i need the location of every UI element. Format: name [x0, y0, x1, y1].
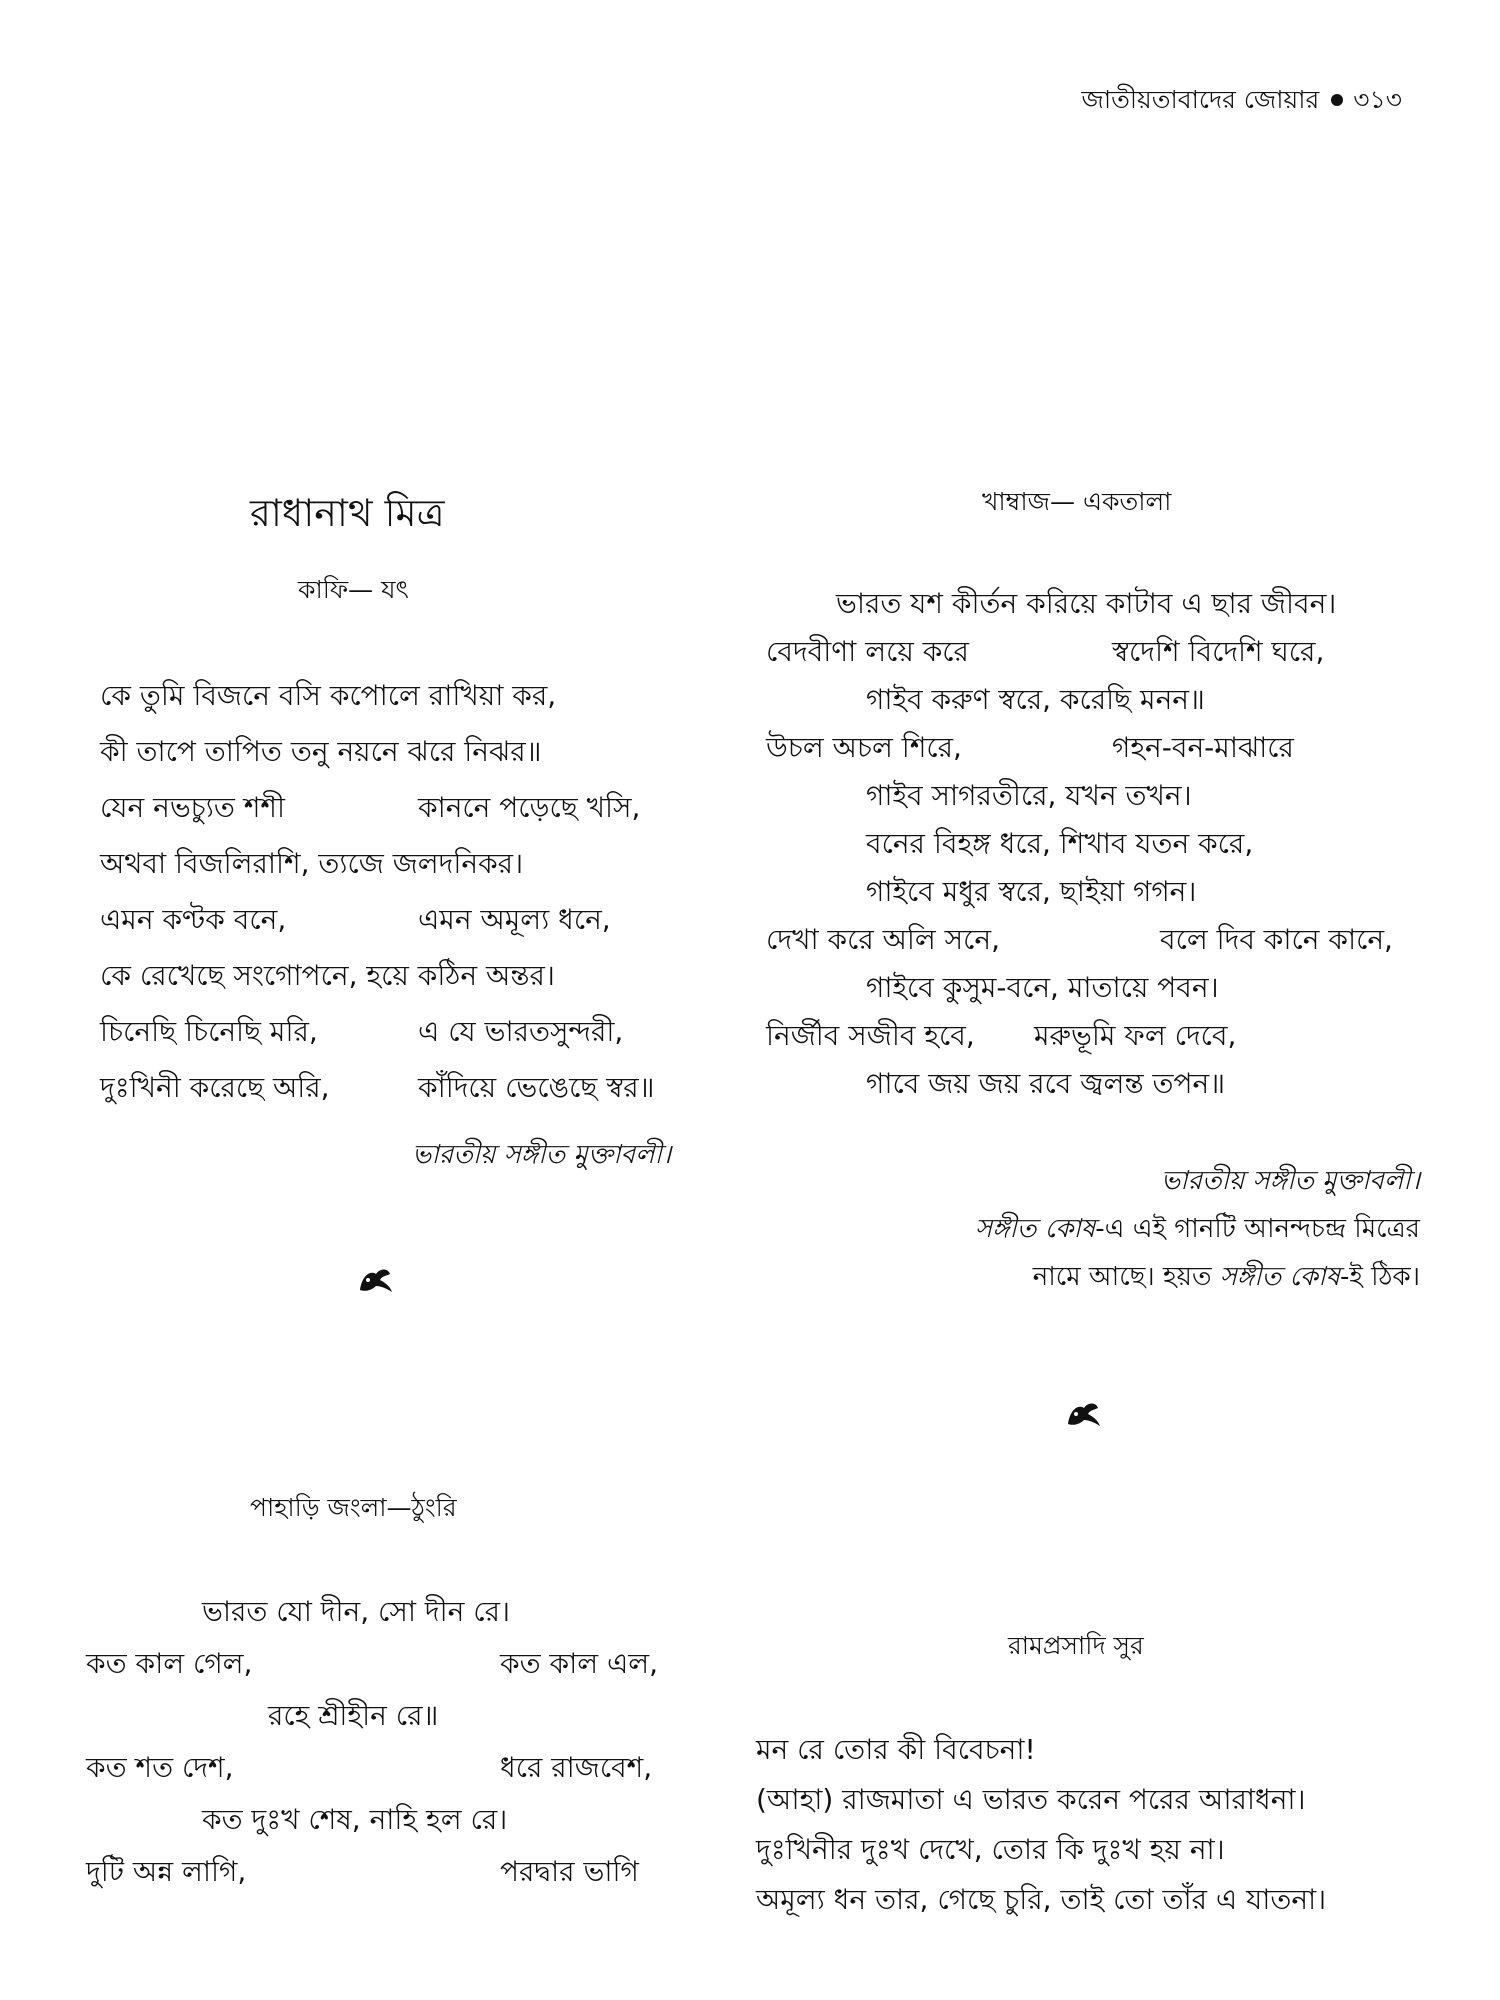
- song2-note-book-1: সঙ্গীত কোষ: [975, 1214, 1096, 1244]
- song2-line-7: গাইবে মধুর স্বরে, ছাইয়া গগন।: [866, 875, 1197, 908]
- song3-raga: পাহাড়ি জংলা—ঠুংরি: [250, 1493, 457, 1522]
- song2-line-11: গাবে জয় জয় রবে জ্বলন্ত তপন॥: [866, 1067, 1226, 1100]
- song3-line-4b: ধরে রাজবেশ,: [500, 1751, 653, 1784]
- running-title: জাতীয়তাবাদের জোয়ার: [1081, 85, 1320, 114]
- song2-note-line-2: [1033, 1256, 1420, 1300]
- song2-line-10b: মরুভূমি ফল দেবে,: [1034, 1019, 1237, 1052]
- song1-line-7b: এ যে ভারতসুন্দরী,: [418, 1015, 624, 1048]
- song3-line-6b: পরদ্বার ভাগি: [500, 1855, 639, 1888]
- song2-line-3: গাইব করুণ স্বরে, করেছি মনন॥: [866, 683, 1205, 716]
- song2-line-5: গাইব সাগরতীরে, যখন তখন।: [866, 779, 1192, 812]
- song4-line-2: (আহা) রাজমাতা এ ভারত করেন পরের আরাধনা।: [756, 1783, 1306, 1816]
- song3-line-5: কত দুঃখ শেষ, নাহি হল রে।: [202, 1803, 508, 1836]
- song1-source: ভারতীয় সঙ্গীত মুক্তাবলী।: [412, 1140, 672, 1170]
- poet-name: রাধানাথ মিত্র: [250, 491, 445, 535]
- song2-line-4b: গহন-বন-মাঝারে: [1112, 731, 1294, 764]
- song2-line-10a: নির্জীব সজীব হবে,: [766, 1019, 975, 1052]
- song1-line-2: কী তাপে তাপিত তনু নয়নে ঝরে নিঝর॥: [100, 735, 542, 768]
- song3-line-3: রহে শ্রীহীন রে॥: [268, 1699, 439, 1732]
- song3-line-1: ভারত যো দীন, সো দীন রে।: [202, 1595, 511, 1628]
- song1-line-3a: যেন নভচ্যুত শশী: [100, 791, 285, 824]
- song2-line-2b: স্বদেশি বিদেশি ঘরে,: [1112, 635, 1325, 668]
- song4-line-1: মন রে তোর কী বিবেচনা!: [756, 1733, 1036, 1766]
- bullet-icon: [1331, 94, 1343, 106]
- song3-line-6a: দুটি অন্ন লাগি,: [86, 1855, 247, 1888]
- song2-line-9: গাইবে কুসুম-বনে, মাতায়ে পবন।: [866, 971, 1219, 1004]
- song1-line-4: অথবা বিজলিরাশি, ত্যজে জলদনিকর।: [100, 847, 524, 880]
- song3-line-2b: কত কাল এল,: [500, 1647, 659, 1680]
- song2-line-1: ভারত যশ কীর্তন করিয়ে কাটাব এ ছার জীবন।: [836, 587, 1337, 620]
- song1-line-1: কে তুমি বিজনে বসি কপোলে রাখিয়া কর,: [100, 679, 557, 712]
- song1-line-7a: চিনেছি চিনেছি মরি,: [100, 1015, 318, 1048]
- song2-line-6: বনের বিহঙ্গ ধরে, শিখাব যতন করে,: [866, 827, 1254, 860]
- song2-line-2a: বেদবীণা লয়ে করে: [766, 635, 969, 668]
- song4-line-3: দুঃখিনীর দুঃখ দেখে, তোর কি দুঃখ হয় না।: [756, 1833, 1225, 1866]
- song1-line-5a: এমন কণ্টক বনে,: [100, 903, 287, 936]
- song1-line-8a: দুঃখিনী করেছে অরি,: [100, 1071, 330, 1104]
- song1-line-3b: কাননে পড়েছে খসি,: [418, 791, 641, 824]
- song2-note-book-2: সঙ্গীত কোষ: [1219, 1262, 1340, 1292]
- page-number: ৩১৩: [1353, 85, 1402, 114]
- song2-line-4a: উচল অচল শিরে,: [766, 731, 962, 764]
- song3-line-4a: কত শত দেশ,: [86, 1751, 234, 1784]
- song2-raga: খাম্বাজ— একতালা: [982, 487, 1172, 516]
- song2-note-text-3: -ই ঠিক।: [1340, 1262, 1420, 1292]
- song4-line-4: অমূল্য ধন তার, গেছে চুরি, তাই তো তাঁর এ যাতনা।: [756, 1883, 1327, 1916]
- song2-note-text-2: নামে আছে। হয়ত: [1032, 1262, 1220, 1292]
- song2-note-line-1: [975, 1208, 1420, 1252]
- ornament-icon: [356, 1264, 396, 1296]
- song2-line-8b: বলে দিব কানে কানে,: [1160, 923, 1393, 956]
- ornament-icon: [1064, 1398, 1104, 1430]
- song1-raga: কাফি— যৎ: [298, 575, 409, 604]
- song1-line-8b: কাঁদিয়ে ভেঙেছে স্বর॥: [418, 1071, 655, 1104]
- running-header: [1081, 80, 1402, 123]
- song3-line-2a: কত কাল গেল,: [86, 1647, 253, 1680]
- song2-source: ভারতীয় সঙ্গীত মুক্তাবলী।: [1160, 1166, 1420, 1196]
- song1-line-5b: এমন অমূল্য ধনে,: [418, 903, 611, 936]
- song4-raga: রামপ্রসাদি সুর: [1008, 1631, 1144, 1660]
- song2-line-8a: দেখা করে অলি সনে,: [766, 923, 1001, 956]
- song1-line-6: কে রেখেছে সংগোপনে, হয়ে কঠিন অন্তর।: [100, 959, 555, 992]
- song2-note-text-1: -এ এই গানটি আনন্দচন্দ্র মিত্রের: [1095, 1214, 1420, 1244]
